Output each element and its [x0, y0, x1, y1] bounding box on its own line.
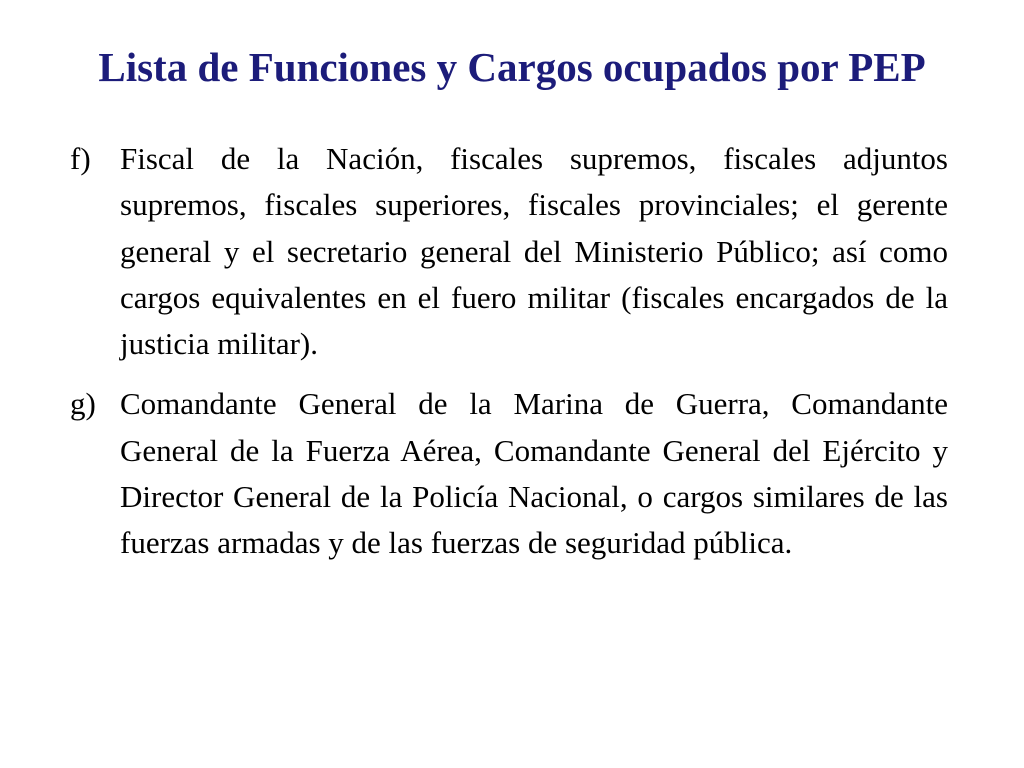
list-item-text: Fiscal de la Nación, fiscales supremos, fiscales adjuntos supremos, fiscales superiores, fiscales provinciales; el gerente general y el secretario general del Ministerio Público; así como cargos equivalentes en el fuero militar (fiscales encargados de la justicia militar). — [120, 141, 948, 362]
list-marker: g) — [70, 386, 96, 422]
list-item-f — [70, 136, 948, 367]
function-list — [70, 136, 948, 567]
list-item-text: Comandante General de la Marina de Guerra, Comandante General de la Fuerza Aérea, Comandante General del Ejército y Director General de la Policía Nacional, o cargos similares de las fuerzas armadas y de las fuerzas de seguridad pública. — [120, 386, 948, 561]
list-item-g — [70, 381, 948, 566]
list-marker: f) — [70, 141, 91, 176]
slide-title: Lista de Funciones y Cargos ocupados por PEP — [98, 44, 926, 90]
